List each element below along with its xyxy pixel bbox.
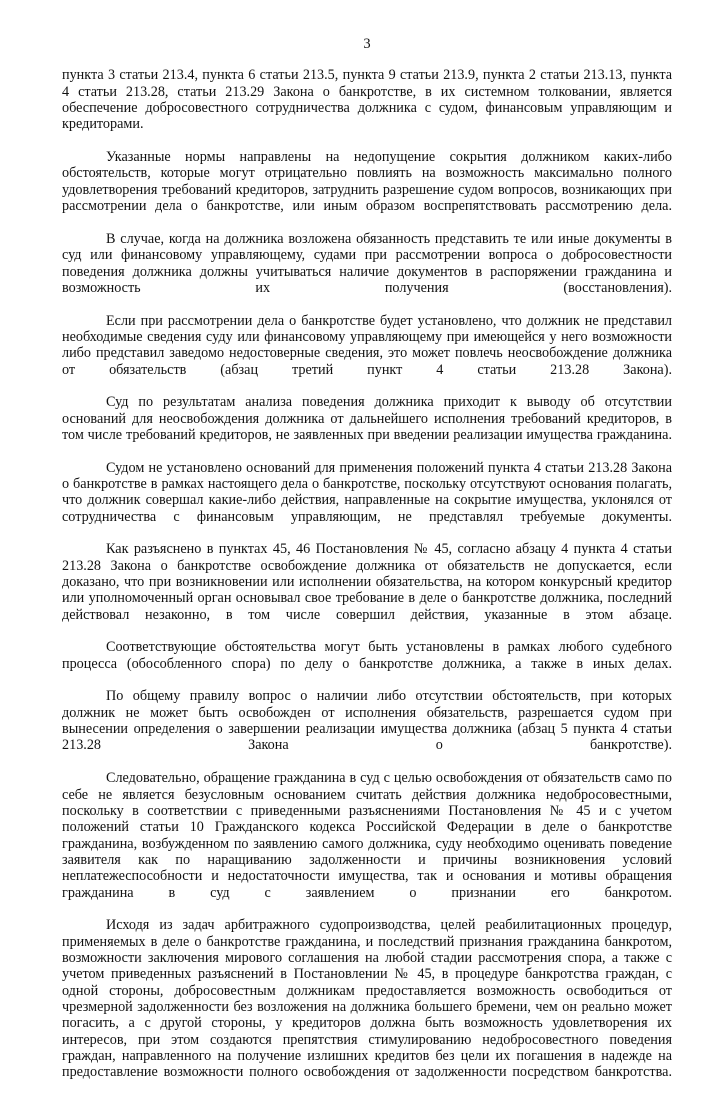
- paragraph: Указанные нормы направлены на недопущение сокрытия должником каких-либо обстоятельств, которые могут отрицательно повлиять на возможность максимально полного удовлетворения требований кредиторов, затруднить разрешение судом вопросов, возникающих при рассмотрении дела о банкротстве, или иным образом воспрепятствовать рассмотрению дела.: [62, 149, 672, 215]
- paragraph: Если при рассмотрении дела о банкротстве будет установлено, что должник не представил необходимые сведения суду или финансовому управляющему при имеющейся у него возможности либо представил заведомо недостоверные сведения, это может повлечь неосвобождение должника от обязательств (абзац третий пункт 4 статьи 213.28 Закона).: [62, 312, 672, 378]
- page-number: 3: [363, 36, 371, 52]
- document-body: [62, 67, 672, 1097]
- paragraph: Как разъяснено в пунктах 45, 46 Постановления № 45, согласно абзацу 4 пункта 4 статьи 213.28 Закона о банкротстве освобождение должника от обязательств не допускается, если доказано, что при возникновении или исполнении обязательства, на котором конкурсный кредитор или уполномоченный орган основывал свое требование в деле о банкротстве должника, последний действовал незаконно, в том числе совершил действия, указанные в этом абзаце.: [62, 541, 672, 623]
- paragraph: В случае, когда на должника возложена обязанность представить те или иные документы в суд или финансовому управляющему, судами при рассмотрении вопроса о добросовестности поведения должника должны учитываться наличие документов в распоряжении гражданина и возможность их получения (восстановления).: [62, 230, 672, 296]
- paragraph: Соответствующие обстоятельства могут быть установлены в рамках любого судебного процесса (обособленного спора) по делу о банкротстве должника, а также в иных делах.: [62, 639, 672, 672]
- paragraph: Исходя из задач арбитражного судопроизводства, целей реабилитационных процедур, применяемых в деле о банкротстве гражданина, и последствий признания гражданина банкротом, возможности заключения мирового соглашения на любой стадии рассмотрения спора, а также с учетом приведенных разъяснений в Постановлении № 45, в процедуре банкротства граждан, с одной стороны, добросовестным должникам предоставляется возможность освободиться от чрезмерной задолженности без возложения на должника большего бремени, чем он реально может погасить, а с другой стороны, у кредиторов должна быть возможность удовлетворения их интересов, при этом создаются препятствия стимулированию недобросовестного поведения граждан, направленного на получение излишних кредитов без цели их погашения в надежде на предоставление возможности полного освобождения от задолженности посредством банкротства.: [62, 917, 672, 1081]
- paragraph: пункта 3 статьи 213.4, пункта 6 статьи 213.5, пункта 9 статьи 213.9, пункта 2 статьи 213.13, пункта 4 статьи 213.28, статьи 213.29 Закона о банкротстве, в их системном толковании, является обеспечение добросовестного сотрудничества должника с судом, финансовым управляющим и кредиторами.: [62, 67, 672, 133]
- paragraph: Следовательно, обращение гражданина в суд с целью освобождения от обязательств само по себе не является безусловным основанием считать действия должника недобросовестными, поскольку в соответствии с приведенными разъяснениями Постановления № 45 и с учетом положений статьи 10 Гражданского кодекса Российской Федерации в деле о банкротстве гражданина, возбужденном по заявлению самого должника, суду необходимо оценивать поведение заявителя как по наращиванию задолженности и причины возникновения условий неплатежеспособности и недостаточности имущества, так и основания и мотивы обращения гражданина в суд с заявлением о признании его банкротом.: [62, 770, 672, 901]
- paragraph: Суд по результатам анализа поведения должника приходит к выводу об отсутствии оснований для неосвобождения должника от дальнейшего исполнения требований кредиторов, в том числе требований кредиторов, не заявленных при введении реализации имущества гражданина.: [62, 394, 672, 443]
- paragraph: По общему правилу вопрос о наличии либо отсутствии обстоятельств, при которых должник не может быть освобожден от исполнения обязательств, разрешается судом при вынесении определения о завершении реализации имущества должника (абзац 5 пункта 4 статьи 213.28 Закона о банкротстве).: [62, 688, 672, 754]
- paragraph: Судом не установлено оснований для применения положений пункта 4 статьи 213.28 Закона о банкротстве в рамках настоящего дела о банкротстве, поскольку отсутствуют основания полагать, что должник совершал какие-либо действия, направленные на сокрытие имущества, уклонялся от сотрудничества с финансовым управляющим, не представлял требуемые документы.: [62, 459, 672, 525]
